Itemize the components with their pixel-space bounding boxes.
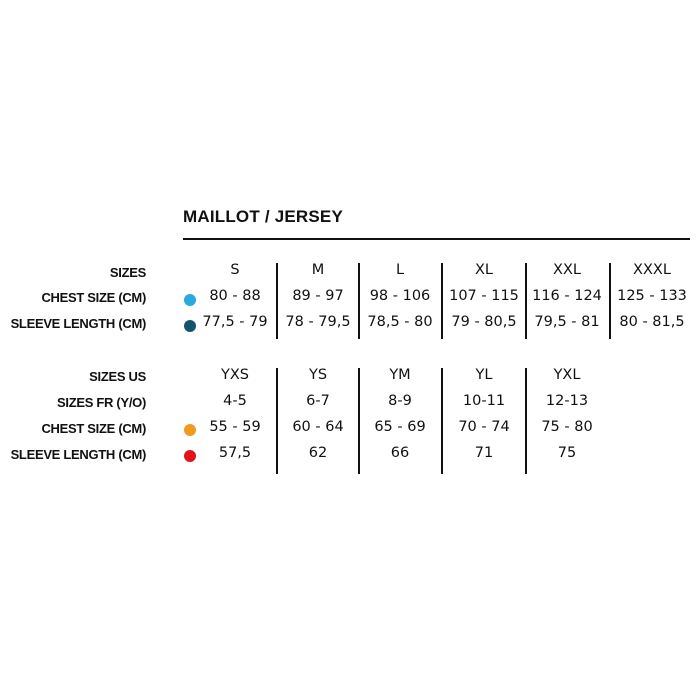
adult-size-cell: S bbox=[230, 262, 240, 278]
row-label-sleeve: SLEEVE LENGTH (CM) bbox=[10, 316, 146, 331]
youth-chest-cell: 70 - 74 bbox=[458, 419, 510, 435]
youth-size-fr-cell: 12-13 bbox=[545, 393, 589, 409]
youth-sleeve-cell: 75 bbox=[557, 445, 577, 461]
youth-sleeve-cell: 62 bbox=[308, 445, 328, 461]
youth-size-fr-cell: 10-11 bbox=[462, 393, 506, 409]
adult-size-cell: XXL bbox=[553, 262, 581, 278]
youth-sleeve-cell: 71 bbox=[474, 445, 494, 461]
column-separator bbox=[525, 368, 527, 474]
adult-sleeve-cell: 78,5 - 80 bbox=[367, 314, 433, 330]
column-separator bbox=[276, 368, 278, 474]
youth-chest-cell: 60 - 64 bbox=[292, 419, 344, 435]
adult-size-cell: M bbox=[311, 262, 325, 278]
row-label-sizes: SIZES bbox=[109, 265, 146, 280]
adult-chest-cell: 116 - 124 bbox=[532, 288, 602, 304]
adult-sleeve-cell: 78 - 79,5 bbox=[285, 314, 351, 330]
youth-size-fr-cell: 8-9 bbox=[388, 393, 412, 409]
youth-chest-cell: 75 - 80 bbox=[541, 419, 593, 435]
youth-size-us-cell: YL bbox=[475, 367, 493, 383]
adult-size-cell: XXXL bbox=[633, 262, 671, 278]
youth-size-us-cell: YXS bbox=[221, 367, 249, 383]
adult-chest-cell: 107 - 115 bbox=[449, 288, 519, 304]
column-separator bbox=[525, 263, 527, 339]
adult-sleeve-cell: 77,5 - 79 bbox=[202, 314, 268, 330]
adult-chest-cell: 80 - 88 bbox=[209, 288, 261, 304]
youth-sleeve-cell: 66 bbox=[390, 445, 410, 461]
adult-sleeve-cell: 79,5 - 81 bbox=[534, 314, 600, 330]
youth-size-us-cell: YXL bbox=[553, 367, 581, 383]
adult-size-cell: L bbox=[395, 262, 405, 278]
youth-sleeve-cell: 57,5 bbox=[218, 445, 252, 461]
row-label-sizes-us: SIZES US bbox=[89, 369, 146, 384]
column-separator bbox=[441, 368, 443, 474]
youth-size-us-cell: YS bbox=[308, 367, 328, 383]
column-separator bbox=[358, 263, 360, 339]
youth-size-fr-cell: 4-5 bbox=[223, 393, 247, 409]
adult-sleeve-cell: 80 - 81,5 bbox=[619, 314, 685, 330]
chart-title: MAILLOT / JERSEY bbox=[183, 207, 343, 226]
sleeve-color-dot bbox=[184, 320, 196, 332]
column-separator bbox=[609, 263, 611, 339]
chest-color-dot bbox=[184, 424, 196, 436]
adult-sleeve-cell: 79 - 80,5 bbox=[451, 314, 517, 330]
title-divider bbox=[183, 238, 690, 240]
adult-chest-cell: 98 - 106 bbox=[369, 288, 431, 304]
row-label-sizes-fr: SIZES FR (Y/O) bbox=[57, 395, 146, 410]
chest-color-dot bbox=[184, 294, 196, 306]
row-label-chest: CHEST SIZE (CM) bbox=[41, 421, 146, 436]
column-separator bbox=[276, 263, 278, 339]
adult-chest-cell: 89 - 97 bbox=[292, 288, 344, 304]
adult-chest-cell: 125 - 133 bbox=[617, 288, 687, 304]
row-label-sleeve: SLEEVE LENGTH (CM) bbox=[10, 447, 146, 462]
sleeve-color-dot bbox=[184, 450, 196, 462]
column-separator bbox=[441, 263, 443, 339]
row-label-chest: CHEST SIZE (CM) bbox=[41, 290, 146, 305]
youth-size-fr-cell: 6-7 bbox=[306, 393, 330, 409]
adult-size-cell: XL bbox=[474, 262, 493, 278]
column-separator bbox=[358, 368, 360, 474]
youth-size-us-cell: YM bbox=[389, 367, 411, 383]
youth-chest-cell: 65 - 69 bbox=[374, 419, 426, 435]
youth-chest-cell: 55 - 59 bbox=[209, 419, 261, 435]
